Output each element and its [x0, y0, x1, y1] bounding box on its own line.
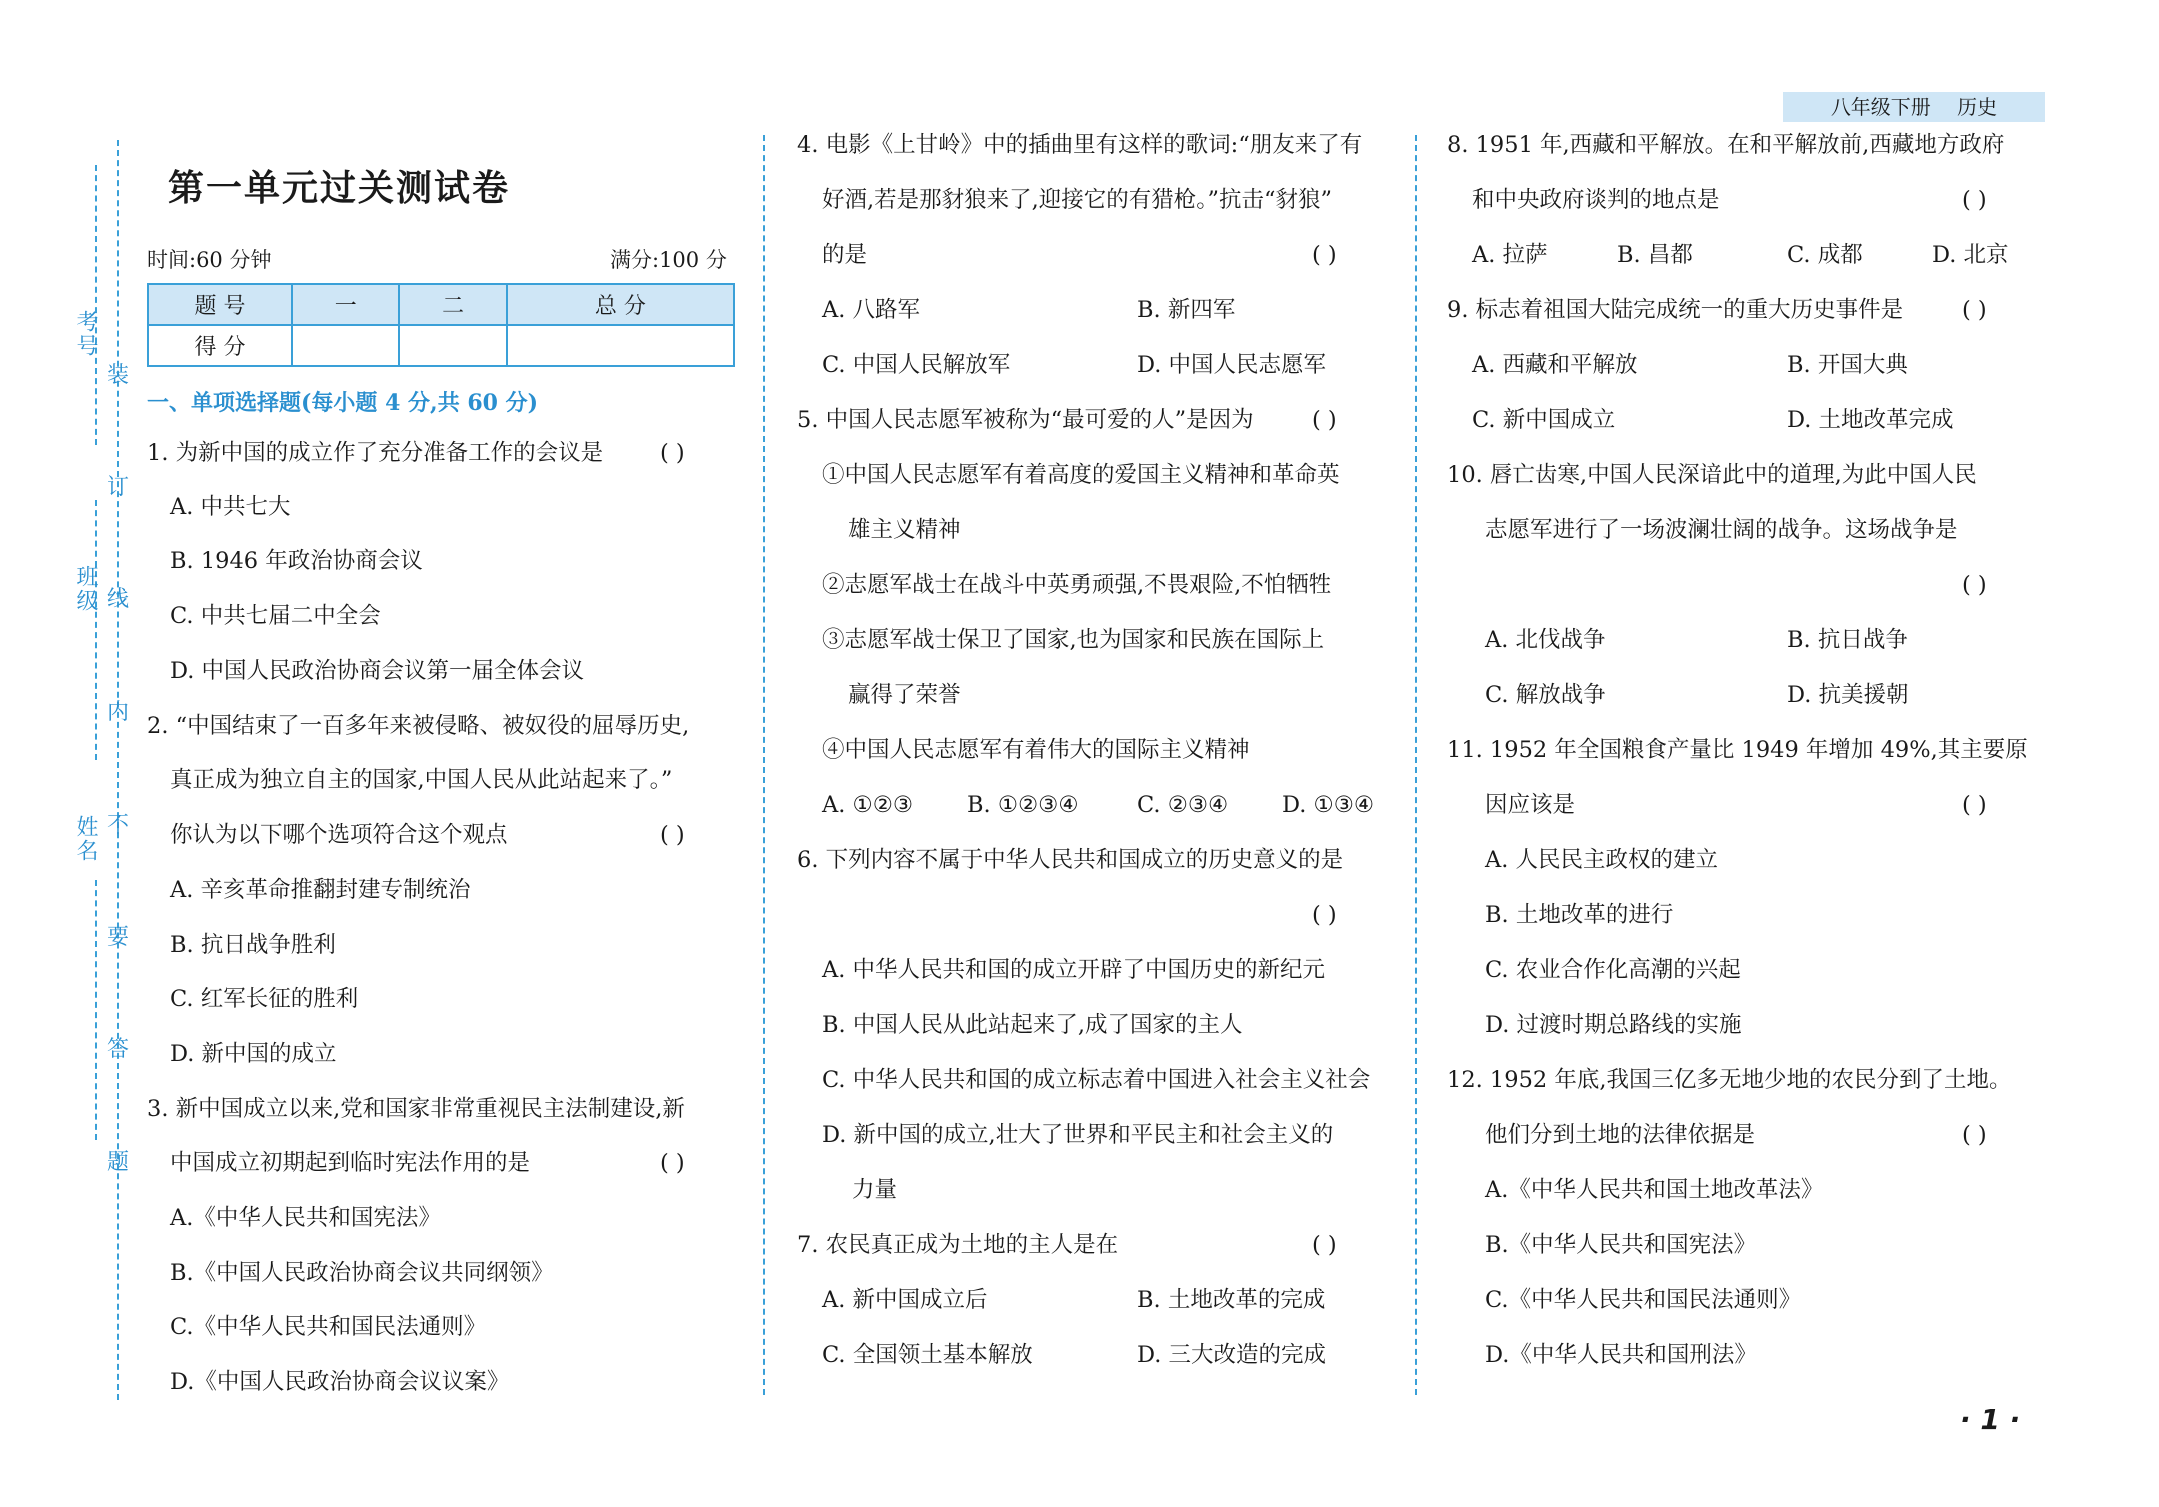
option: B. 1946 年政治协商会议: [170, 548, 423, 574]
option: A. ①②③: [822, 792, 914, 818]
option: C. 中共七届二中全会: [170, 603, 381, 629]
option: A. 中共七大: [170, 494, 291, 520]
answer-blank[interactable]: ( ): [1312, 407, 1337, 433]
full-score: 满分:100 分: [610, 248, 727, 272]
option: A. 辛亥革命推翻封建专制统治: [170, 877, 471, 903]
binding-dashed-line: [95, 880, 97, 1140]
option: B. 土地改革的完成: [1137, 1287, 1326, 1313]
option: A. 拉萨: [1472, 242, 1548, 268]
option: D. 过渡时期总路线的实施: [1485, 1012, 1742, 1038]
option: A. 中华人民共和国的成立开辟了中国历史的新纪元: [822, 957, 1326, 983]
column-separator: [1415, 135, 1417, 1395]
question-stem: 志愿军进行了一场波澜壮阔的战争。这场战争是: [1485, 517, 1958, 543]
statement: 赢得了荣誉: [848, 682, 961, 708]
answer-blank[interactable]: ( ): [1962, 187, 1987, 213]
class-label: 班级: [73, 565, 98, 613]
option: C.《中华人民共和国民法通则》: [1485, 1287, 1802, 1313]
score-header-cell: 二: [399, 284, 506, 325]
score-header-cell: 总 分: [507, 284, 734, 325]
question-stem: 他们分到土地的法律依据是: [1485, 1122, 1756, 1148]
option: A. 八路军: [822, 297, 921, 323]
page-title: 第一单元过关测试卷: [168, 167, 511, 209]
option: B. 开国大典: [1787, 352, 1908, 378]
question-stem: 3. 新中国成立以来,党和国家非常重视民主法制建设,新: [147, 1096, 685, 1122]
statement: 雄主义精神: [848, 517, 961, 543]
binding-char: 装: [107, 363, 130, 388]
binding-dashed-line: [95, 165, 97, 445]
option: B. 新四军: [1137, 297, 1236, 323]
answer-blank[interactable]: ( ): [1962, 1122, 1987, 1148]
question-stem: 你认为以下哪个选项符合这个观点: [170, 822, 508, 848]
answer-blank[interactable]: ( ): [1312, 242, 1337, 268]
option: B.《中国人民政治协商会议共同纲领》: [170, 1260, 554, 1286]
option: D. 中国人民政治协商会议第一届全体会议: [170, 658, 585, 684]
option: A. 北伐战争: [1485, 627, 1606, 653]
option: A.《中华人民共和国土地改革法》: [1485, 1177, 1824, 1203]
option: B. 中国人民从此站起来了,成了国家的主人: [822, 1012, 1243, 1038]
statement: ④中国人民志愿军有着伟大的国际主义精神: [822, 737, 1250, 763]
option: C. 中国人民解放军: [822, 352, 1011, 378]
question-stem: 中国成立初期起到临时宪法作用的是: [170, 1150, 531, 1176]
score-row-label: 得 分: [148, 325, 292, 366]
binding-char: 线: [107, 587, 130, 612]
header-tag: [1783, 92, 2045, 122]
binding-char: 题: [107, 1150, 130, 1175]
statement: ②志愿军战士在战斗中英勇顽强,不畏艰险,不怕牺牲: [822, 572, 1332, 598]
answer-blank[interactable]: ( ): [660, 440, 685, 466]
option: D.《中国人民政治协商会议议案》: [170, 1369, 510, 1395]
question-stem: 好酒,若是那豺狼来了,迎接它的有猎枪。”抗击“豺狼”: [822, 187, 1333, 213]
question-stem: 5. 中国人民志愿军被称为“最可爱的人”是因为: [797, 407, 1254, 433]
question-stem: 10. 唇亡齿寒,中国人民深谙此中的道理,为此中国人民: [1447, 462, 1977, 488]
question-stem: 4. 电影《上甘岭》中的插曲里有这样的歌词:“朋友来了有: [797, 132, 1363, 158]
score-input-cell[interactable]: [399, 325, 506, 366]
binding-fold-line: [117, 140, 119, 1400]
statement: ③志愿军战士保卫了国家,也为国家和民族在国际上: [822, 627, 1325, 653]
option: B. 抗日战争: [1787, 627, 1908, 653]
answer-blank[interactable]: ( ): [1962, 297, 1987, 323]
option: B. 抗日战争胜利: [170, 932, 336, 958]
option: A. 新中国成立后: [822, 1287, 988, 1313]
option: D. 新中国的成立: [170, 1041, 337, 1067]
binding-dashed-line: [95, 500, 97, 760]
answer-blank[interactable]: ( ): [1962, 572, 1987, 598]
question-stem: 8. 1951 年,西藏和平解放。在和平解放前,西藏地方政府: [1447, 132, 2005, 158]
question-stem: 1. 为新中国的成立作了充分准备工作的会议是: [147, 440, 604, 466]
score-header-cell: 一: [292, 284, 399, 325]
option: D.《中华人民共和国刑法》: [1485, 1342, 1757, 1368]
binding-char: 不: [107, 813, 130, 838]
option: C. 解放战争: [1485, 682, 1606, 708]
option: D. 三大改造的完成: [1137, 1342, 1327, 1368]
answer-blank[interactable]: ( ): [660, 1150, 685, 1176]
binding-char: 要: [107, 925, 130, 950]
answer-blank[interactable]: ( ): [1312, 902, 1337, 928]
grade-label: 八年级下册: [1830, 95, 1931, 119]
option: C. 农业合作化高潮的兴起: [1485, 957, 1741, 983]
question-stem: 9. 标志着祖国大陆完成统一的重大历史事件是: [1447, 297, 1904, 323]
option: C. 红军长征的胜利: [170, 986, 359, 1012]
question-stem: 7. 农民真正成为土地的主人是在: [797, 1232, 1119, 1258]
page-number: · 1 ·: [1960, 1403, 2021, 1436]
option: C. ②③④: [1137, 792, 1229, 818]
option: A. 西藏和平解放: [1472, 352, 1638, 378]
answer-blank[interactable]: ( ): [1962, 792, 1987, 818]
question-stem: 真正成为独立自主的国家,中国人民从此站起来了。”: [170, 767, 673, 793]
time-limit: 时间:60 分钟: [147, 248, 272, 272]
question-stem: 12. 1952 年底,我国三亿多无地少地的农民分到了土地。: [1447, 1067, 2012, 1093]
statement: ①中国人民志愿军有着高度的爱国主义精神和革命英: [822, 462, 1340, 488]
exam-id-label: 考号: [73, 310, 98, 358]
option: A. 人民民主政权的建立: [1485, 847, 1719, 873]
question-stem: 的是: [822, 242, 868, 268]
option: C. 全国领土基本解放: [822, 1342, 1033, 1368]
answer-blank[interactable]: ( ): [1312, 1232, 1337, 1258]
binding-char: 内: [107, 700, 130, 725]
subject-label: 历史: [1957, 95, 1998, 119]
name-label: 姓名: [73, 815, 98, 863]
option: C.《中华人民共和国民法通则》: [170, 1314, 487, 1340]
option: B.《中华人民共和国宪法》: [1485, 1232, 1757, 1258]
option: D. 土地改革完成: [1787, 407, 1954, 433]
score-input-cell[interactable]: [292, 325, 399, 366]
question-stem: 因应该是: [1485, 792, 1576, 818]
option: D. 新中国的成立,壮大了世界和平民主和社会主义的: [822, 1122, 1334, 1148]
score-input-cell[interactable]: [507, 325, 734, 366]
option: D. ①③④: [1282, 792, 1375, 818]
score-table: [147, 283, 735, 367]
option: C. 中华人民共和国的成立标志着中国进入社会主义社会: [822, 1067, 1371, 1093]
option: 力量: [852, 1177, 898, 1203]
question-stem: 6. 下列内容不属于中华人民共和国成立的历史意义的是: [797, 847, 1344, 873]
option: D. 中国人民志愿军: [1137, 352, 1327, 378]
option: B. 昌都: [1617, 242, 1693, 268]
answer-blank[interactable]: ( ): [660, 822, 685, 848]
option: D. 北京: [1932, 242, 2009, 268]
column-separator: [763, 135, 765, 1395]
binding-char: 订: [107, 475, 130, 500]
question-stem: 11. 1952 年全国粮食产量比 1949 年增加 49%,其主要原: [1447, 737, 2028, 763]
binding-char: 答: [107, 1037, 130, 1062]
score-header-cell: 题 号: [148, 284, 292, 325]
section-heading: 一、单项选择题(每小题 4 分,共 60 分): [147, 390, 539, 416]
option: B. 土地改革的进行: [1485, 902, 1674, 928]
option: C. 新中国成立: [1472, 407, 1616, 433]
option: D. 抗美援朝: [1787, 682, 1909, 708]
question-stem: 和中央政府谈判的地点是: [1472, 187, 1720, 213]
option: A.《中华人民共和国宪法》: [170, 1205, 441, 1231]
option: C. 成都: [1787, 242, 1863, 268]
option: B. ①②③④: [967, 792, 1079, 818]
question-stem: 2. “中国结束了一百多年来被侵略、被奴役的屈辱历史,: [147, 713, 690, 739]
